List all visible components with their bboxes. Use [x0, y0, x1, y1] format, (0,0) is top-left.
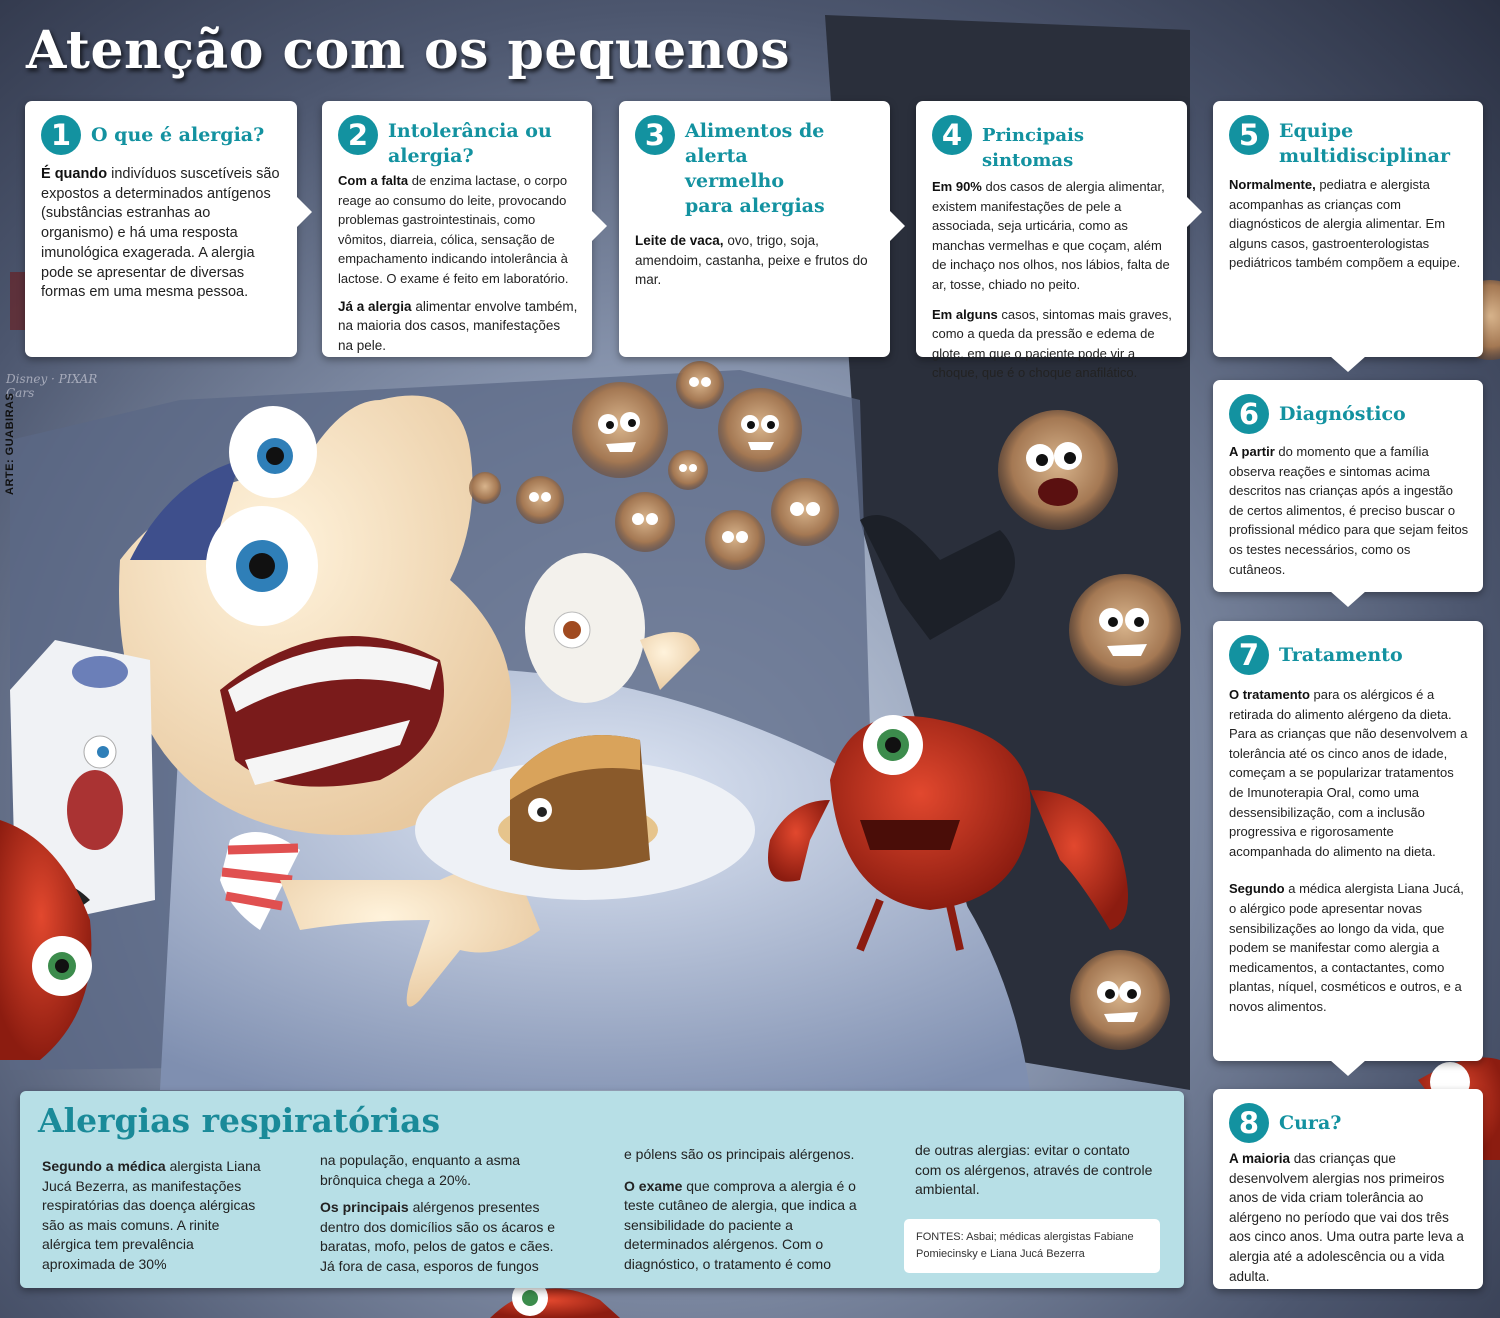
paragraph-text: que comprova a alergia é o teste cutâneo de alergia, que indica a sensibilidade do paciente a determinados alérgenos. Com o diagnóstico, o tratamento é como — [624, 1177, 857, 1272]
paragraph-text: e pólens são os principais alérgenos. — [624, 1146, 855, 1162]
card-connector-arrow — [1330, 591, 1366, 607]
paragraph-text: das crianças que desenvolvem alergias nos primeiros anos de vida criam tolerância ao alérgeno no período que vai dos três aos cinco anos. Uma outra parte leva a alergia até a adolescência ou a vida adulta. — [1229, 1151, 1464, 1284]
paragraph-text: indivíduos suscetíveis são expostos a determinados antígenos (substâncias estranhas ao organismo) e há uma resposta imunológica exagerada. A alergia pode se apresentar de diversas formas em uma mesma pessoa. — [41, 166, 280, 301]
card-connector-arrow — [889, 210, 905, 242]
respiratory-allergies-box — [20, 1091, 1184, 1288]
card-heading: Tratamento — [1279, 644, 1403, 666]
paragraph-text: pediatra e alergista acompanhas as crianças com diagnósticos de alergia alimentar. Em alguns casos, gastroenterologistas pediátricos também compõem a equipe. — [1229, 177, 1461, 271]
card-cura — [1213, 1089, 1483, 1289]
paragraph-text: alérgenos presentes dentro dos domicílios são os ácaros e baratas, mofo, pelos de gatos e cães. Já fora de casa, esporos de fungos — [320, 1199, 556, 1274]
paragraph-lead: O exame — [624, 1177, 683, 1194]
respiratory-column — [320, 1151, 570, 1285]
card-intolerancia-ou-alergia — [322, 101, 592, 357]
step-number-badge: 7 — [1229, 635, 1269, 675]
paragraph-text: dos casos de alergia alimentar, existem manifestações de pele a associada, seja urticária, como as manchas vermelhas e que coçam, além de inchaço nos olhos, nos lábios, falta de ar, tosse, chiado no peito. — [932, 179, 1170, 292]
card-heading: Cura? — [1279, 1112, 1342, 1134]
card-heading: Principais sintomas — [982, 125, 1084, 171]
paragraph-lead: Leite de vaca, — [635, 233, 724, 248]
card-heading: Intolerância ou alergia? — [388, 120, 552, 167]
card-connector-arrow — [591, 210, 607, 242]
card-connector-arrow — [1330, 1060, 1366, 1076]
step-number-badge: 5 — [1229, 115, 1269, 155]
sources-box: FONTES: Asbai; médicas alergistas Fabiane Pomiecinsky e Liana Jucá Bezerra — [904, 1219, 1160, 1273]
paragraph-lead: Segundo — [1229, 881, 1285, 897]
respiratory-column — [915, 1141, 1155, 1208]
step-number-badge: 2 — [338, 115, 378, 155]
card-principais-sintomas — [916, 101, 1187, 381]
card-paragraph — [635, 231, 876, 290]
step-number-badge: 1 — [41, 115, 81, 155]
card-paragraph — [1229, 442, 1469, 579]
paragraph-text: de enzima lactase, o corpo reage ao consumo do leite, provocando problemas gastrointestinais, como vômitos, diarreia, cólica, sensação de empachamento indicando intolerância à lactose. O exame é feito em laboratório. — [338, 173, 569, 286]
paragraph-lead: É quando — [41, 166, 108, 182]
card-paragraph — [932, 305, 1173, 383]
card-heading: Alimentos de alerta vermelho para alergias — [685, 120, 825, 217]
paragraph-text: alergista Liana Jucá Bezerra, as manifestações respiratórias das doença alérgicas são as mais comuns. A rinite alérgica tem prevalência aproximada de 30% — [42, 1158, 261, 1272]
respiratory-column — [624, 1145, 874, 1283]
art-credit: ARTE: GUABIRAS — [4, 392, 16, 495]
card-connector-arrow — [296, 196, 312, 228]
card-paragraph — [41, 165, 283, 303]
card-equipe-multidisciplinar — [1213, 101, 1483, 357]
card-alimentos-de-alerta — [619, 101, 890, 357]
paragraph-lead: A partir — [1229, 444, 1275, 459]
card-o-que-e-alergia — [25, 101, 297, 357]
column-paragraph — [624, 1145, 874, 1165]
column-paragraph — [320, 1198, 570, 1276]
card-paragraph — [338, 171, 578, 289]
card-tratamento — [1213, 621, 1483, 1061]
column-paragraph — [320, 1151, 570, 1190]
paragraph-text: ovo, trigo, soja, amendoim, castanha, peixe e frutos do mar. — [635, 233, 868, 288]
paragraph-lead: Normalmente, — [1229, 177, 1316, 192]
paragraph-text: a médica alergista Liana Jucá, o alérgico pode apresentar novas sensibilizações ao longo da vida, que podem se manifestar como alergia a medicamentos, a contactantes, como plantas, níquel, cosméticos e outros, e a novos alimentos. — [1229, 881, 1464, 1014]
card-paragraph — [1229, 175, 1469, 273]
card-connector-arrow — [1186, 196, 1202, 228]
column-paragraph — [624, 1177, 874, 1275]
step-number-badge: 4 — [932, 115, 972, 155]
paragraph-text: de outras alergias: evitar o contato com os alérgenos, através de controle ambiental. — [915, 1142, 1153, 1198]
paragraph-text: do momento que a família observa reações e sintomas acima descritos nas crianças após a ingestão de certos alimentos, é preciso buscar o profissional médico para que sejam feitos os testes necessários, como os cutâneos. — [1229, 444, 1469, 577]
paragraph-lead: O tratamento — [1229, 687, 1310, 702]
paragraph-lead: Os principais — [320, 1199, 409, 1216]
card-heading: Diagnóstico — [1279, 403, 1406, 425]
card-heading: Equipe multidisciplinar — [1279, 120, 1450, 167]
paragraph-lead: Já a alergia — [338, 298, 412, 314]
card-paragraph — [1229, 685, 1469, 861]
card-paragraph — [1229, 1149, 1469, 1286]
paragraph-lead: Em 90% — [932, 179, 982, 194]
card-paragraph — [338, 297, 578, 356]
card-diagnostico — [1213, 380, 1483, 592]
respiratory-title: Alergias respiratórias — [38, 1101, 441, 1140]
paragraph-text: para os alérgicos é a retirada do alimento alérgeno da dieta. Para as crianças que não desenvolvem a tolerância até os cinco anos de idade, começam a se popularizar tratamentos de Imunoterapia Oral, como uma dessensibilização, com a inclusão progressiva e rigorosamente acompanhada do alimento na dieta. — [1229, 687, 1468, 859]
step-number-badge: 8 — [1229, 1103, 1269, 1143]
respiratory-column — [42, 1157, 267, 1283]
paragraph-text: casos, sintomas mais graves, como a queda da pressão e edema de glote, em que o paciente pode vir a choque, que é o choque anafilático. — [932, 306, 1172, 381]
paragraph-lead: Em alguns — [932, 306, 998, 322]
card-heading: O que é alergia? — [91, 124, 265, 146]
paragraph-lead: Segundo a médica — [42, 1158, 166, 1174]
step-number-badge: 3 — [635, 115, 675, 155]
step-number-badge: 6 — [1229, 394, 1269, 434]
page-title: Atenção com os pequenos — [26, 20, 790, 81]
paragraph-text: alimentar envolve também, na maioria dos casos, manifestações na pele. — [338, 298, 578, 353]
cars-watermark: Disney · PIXAR Cars — [6, 372, 98, 400]
column-paragraph — [42, 1157, 267, 1275]
paragraph-text: na população, enquanto a asma brônquica chega a 20%. — [320, 1152, 521, 1188]
paragraph-lead: A maioria — [1229, 1151, 1291, 1166]
card-connector-arrow — [1330, 356, 1366, 372]
column-paragraph — [915, 1141, 1155, 1200]
card-paragraph — [932, 177, 1173, 295]
paragraph-lead: Com a falta — [338, 173, 409, 188]
card-paragraph — [1229, 879, 1469, 1016]
